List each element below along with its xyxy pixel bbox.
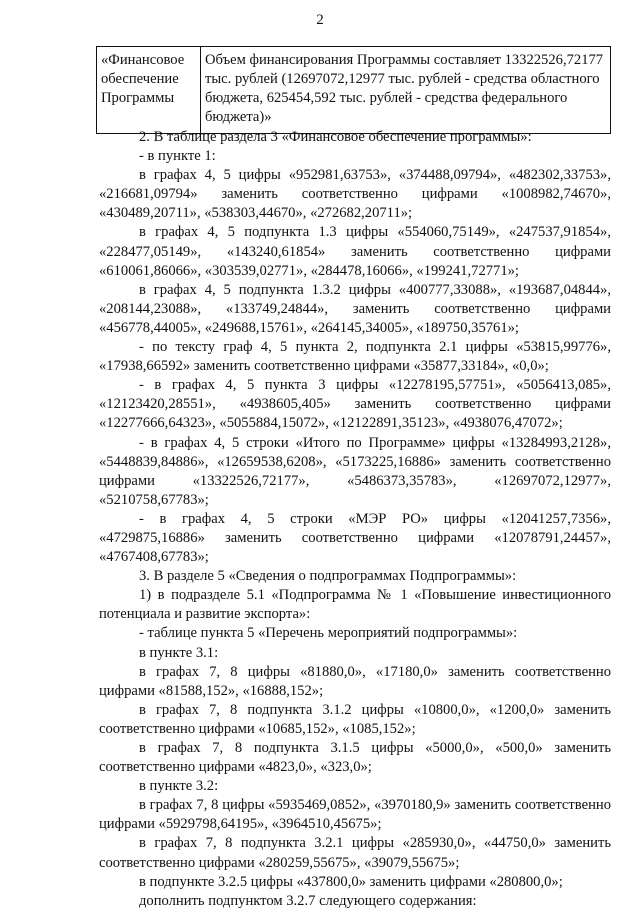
paragraph: 1) в подразделе 5.1 «Подпрограмма № 1 «Повышение инвестиционного потенциала и развитие экспорта»: [99,587,611,623]
paragraph: дополнить подпунктом 3.2.7 следующего содержания: [139,892,477,909]
paragraph: в графах 7, 8 цифры «81880,0», «17180,0» заменить соответственно цифрами «81588,152», «16888,152»; [99,663,611,699]
paragraph: - в пункте 1: [139,148,216,165]
paragraph: в пункте 3.2: [139,778,219,795]
paragraph: в пункте 3.1: [139,644,219,661]
paragraph: в графах 4, 5 подпункта 1.3 цифры «554060,75149», «247537,91854», «228477,05149», «143240,61854» заменить соответственно цифрами «610061,86066», «303539,02771», «284478,16066», «199241,72771»; [99,224,611,279]
paragraph: в графах 7, 8 подпункта 3.2.1 цифры «285930,0», «44750,0» заменить соответственно цифрами «280259,55675», «39079,55675»; [99,835,611,871]
paragraph: в графах 4, 5 подпункта 1.3.2 цифры «400777,33088», «193687,04844», «208144,23088», «133749,24844», заменить соответственно цифрами «456778,44005», «249688,15761», «264145,34005», «189750,35761»; [99,281,611,336]
table-row [97,47,611,134]
page-number: 2 [316,12,324,28]
paragraph: в графах 7, 8 подпункта 3.1.5 цифры «5000,0», «500,0» заменить соответственно цифрами «4823,0», «323,0»; [99,740,611,776]
paragraph: в графах 7, 8 подпункта 3.1.2 цифры «10800,0», «1200,0» заменить соответственно цифрами «10685,152», «1085,152»; [99,701,611,737]
document-body [99,128,611,911]
paragraph: 3. В разделе 5 «Сведения о подпрограммах Подпрограммы»: [139,568,517,585]
paragraph: - таблице пункта 5 «Перечень мероприятий подпрограммы»: [139,625,518,642]
paragraph: в подпункте 3.2.5 цифры «437800,0» заменить цифрами «280800,0»; [139,873,563,890]
paragraph: в графах 4, 5 цифры «952981,63753», «374488,09794», «482302,33753», «216681,09794» заменить соответственно цифрами «1008982,74670», «430489,20711», «538303,44670», «272682,20711»; [99,167,611,222]
funding-table [96,46,611,134]
paragraph: в графах 7, 8 цифры «5935469,0852», «3970180,9» заменить соответственно цифрами «5929798,64195», «3964510,45675»; [99,797,611,833]
paragraph: - в графах 4, 5 пункта 3 цифры «12278195,57751», «5056413,085», «12123420,28551», «4938605,405» заменить соответственно цифрами «12277666,64323», «5055884,15072», «12122891,35123», «4938076,47072»; [99,377,611,432]
paragraph: - в графах 4, 5 строки «Итого по Программе» цифры «13284993,2128», «5448839,84886», «12659538,6208», «5173225,16886» заменить соответственно цифрами «13322526,72177», «5486373,35783», «12697072,12977», «5210758,67783»; [99,434,611,508]
paragraph: - по тексту граф 4, 5 пункта 2, подпункта 2.1 цифры «53815,99776», «17938,66592» заменить соответственно цифрами «35877,33184», «0,0»; [99,339,611,375]
table-label-cell: «Финансовое обеспечение Программы [97,47,201,134]
paragraph: 2. В таблице раздела 3 «Финансовое обеспечение программы»: [139,129,532,145]
table-value-cell: Объем финансирования Программы составляет 13322526,72177 тыс. рублей (12697072,12977 тыс. рублей - средства областного бюджета, 625454,592 тыс. рублей - средства федерального бюджета)» [201,47,611,134]
paragraph: - в графах 4, 5 строки «МЭР РО» цифры «12041257,7356», «4729875,16886» заменить соответственно цифрами «12078791,24457», «4767408,67783»; [99,510,611,566]
